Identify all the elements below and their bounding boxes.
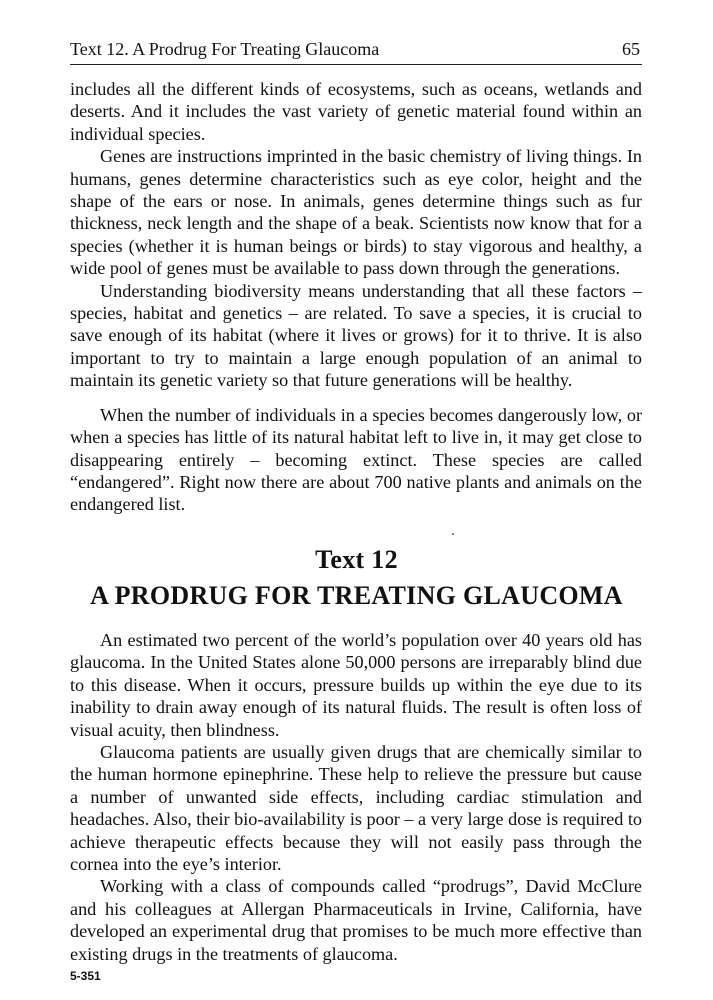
paragraph-prodrugs: Working with a class of compounds called “prodrugs”, David McClure and his colleagues at Allergan Pharmaceuticals in Irvine, California, have developed an experimental drug that promises to be much more effective than existing drugs in the treatments of glaucoma. bbox=[70, 876, 642, 964]
paragraph-spacer bbox=[70, 392, 642, 404]
paragraph-epinephrine: Glaucoma patients are usually given drugs that are chemically similar to the human hormone epinephrine. These help to relieve the pressure but cause a number of unwanted side effects, including cardiac stimulation and headaches. Also, their bio-availability is poor – a very large dose is required to achieve therapeutic effects because they will not easily pass through the cornea into the eye’s interior. bbox=[70, 742, 642, 875]
running-title: Text 12. A Prodrug For Treating Glaucoma bbox=[70, 39, 380, 59]
paragraph-continued: includes all the different kinds of ecosystems, such as oceans, wetlands and deserts. And it includes the vast variety of genetic material found within an individual species. bbox=[70, 79, 642, 144]
printer-signature-mark: 5-351 bbox=[70, 969, 101, 983]
article-number-heading: Text 12 bbox=[315, 545, 398, 574]
paragraph-biodiversity: Understanding biodiversity means understanding that all these factors – species, habitat and genetics – are related. To save a species, it is crucial to save enough of its habitat (where it lives or grows) for it to thrive. It is also important to try to maintain a large enough population of an animal to maintain its genetic variety so that future generations will be healthy. bbox=[70, 280, 642, 391]
article-body bbox=[70, 629, 642, 965]
running-header bbox=[70, 36, 642, 65]
paragraph-genes: Genes are instructions imprinted in the basic chemistry of living things. In humans, genes determine characteristics such as eye color, height and the shape of the ears or nose. In animals, genes determine things such as fur thickness, neck length and the shape of a beak. Scientists now know that for a species (whether it is human beings or birds) to stay vigorous and healthy, a wide pool of genes must be available to pass down through the generations. bbox=[70, 146, 642, 279]
page-number: 65 bbox=[622, 39, 640, 59]
paragraph-glaucoma-intro: An estimated two percent of the world’s population over 40 years old has glaucoma. In the United States alone 50,000 persons are irreparably blind due to this disease. When it occurs, pressure builds up within the eye due to its inability to drain away enough of its natural fluids. The result is often loss of visual acuity, then blindness. bbox=[70, 630, 642, 740]
continued-section bbox=[70, 78, 642, 516]
paragraph-endangered: When the number of individuals in a species becomes dangerously low, or when a species has little of its natural habitat left to live in, it may get close to disappearing entirely – becoming extinct. These species are called “endangered”. Right now there are about 700 native plants and animals on the endangered list. bbox=[70, 404, 642, 515]
article-title: A PRODRUG FOR TREATING GLAUCOMA bbox=[90, 581, 623, 610]
print-speck bbox=[452, 533, 454, 535]
